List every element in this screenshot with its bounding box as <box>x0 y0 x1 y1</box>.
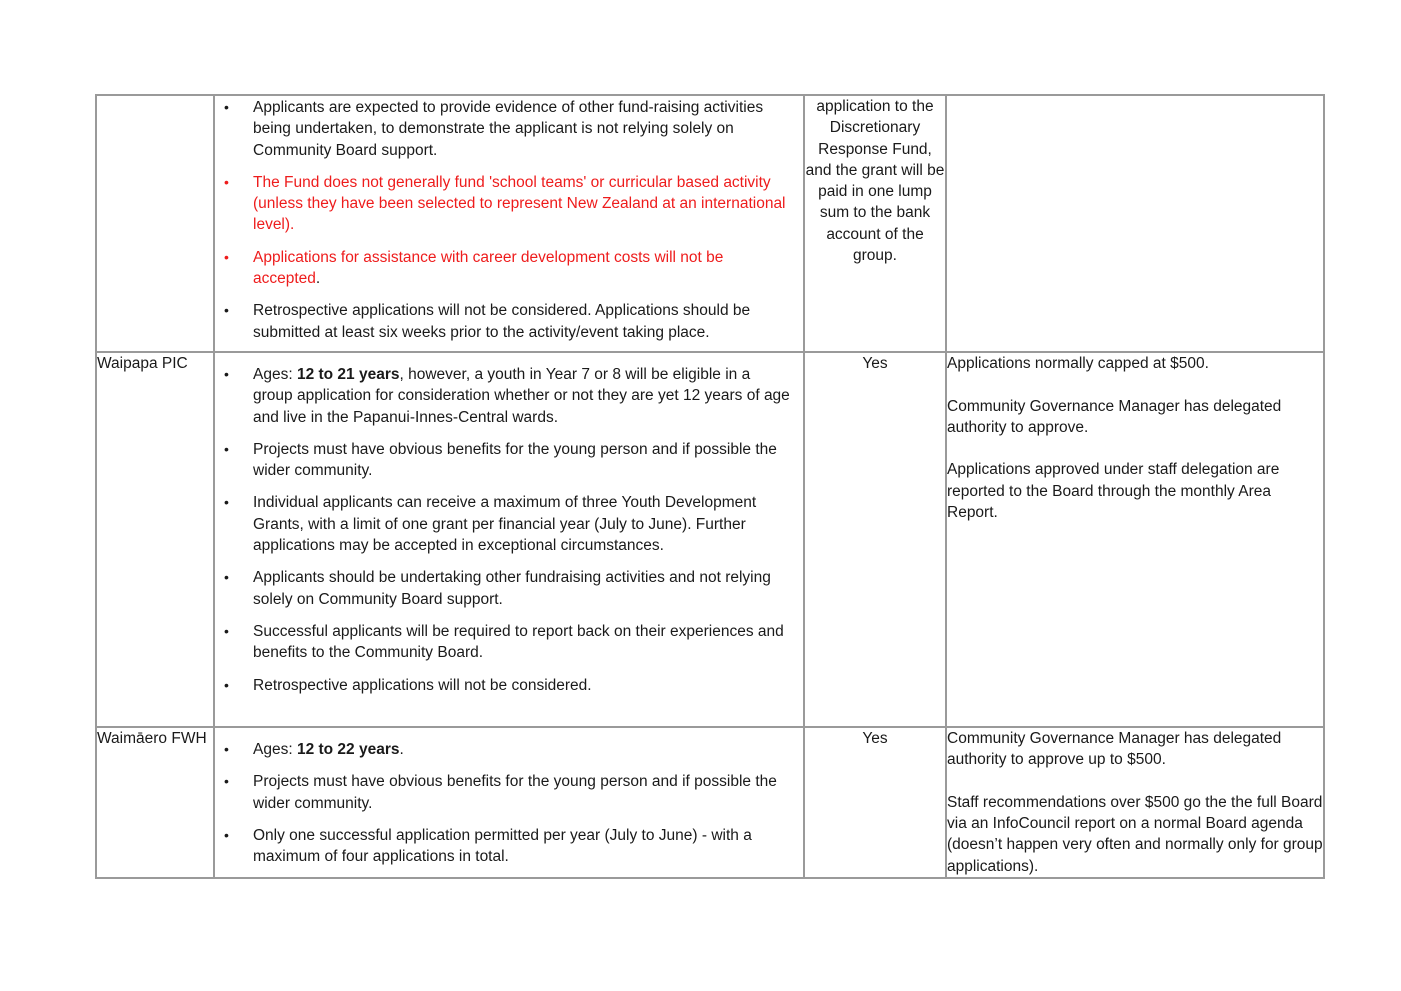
table-row <box>96 95 1324 352</box>
delegation-paragraph: Community Governance Manager has delegated authority to approve up to $500. <box>947 730 1282 769</box>
criteria-item: • Applicants are expected to provide evidence of other fund-raising activities being undertaken, to demonstrate the applicant is not relying solely on Community Board support. <box>224 99 764 159</box>
criteria-list <box>215 353 803 696</box>
group-applications-text: application to the Discretionary Response Fund, and the grant will be paid in one lump sum to the bank account of the group. <box>805 98 945 265</box>
criteria-item: • Only one successful application permitted per year (July to June) - with a maximum of four applications in total. <box>224 826 752 866</box>
delegation-cell <box>946 352 1324 727</box>
criteria-cell <box>214 727 804 878</box>
bullet-icon: • <box>224 622 229 639</box>
table-row <box>96 352 1324 727</box>
delegation-paragraph: Applications normally capped at $500. <box>947 355 1209 372</box>
group-applications-cell <box>804 352 946 727</box>
board-name-cell <box>96 352 214 727</box>
delegation-paragraph: Staff recommendations over $500 go the the full Board via an InfoCouncil report on a normal Board agenda (doesn’t happen very often and normally only for group applications). <box>947 793 1323 875</box>
criteria-list <box>215 728 803 867</box>
age-range: 12 to 22 years <box>296 741 400 758</box>
criteria-cell <box>214 352 804 727</box>
criteria-item: • Applicants should be undertaking other fundraising activities and not relying solely on Community Board support. <box>224 569 771 608</box>
bullet-icon: • <box>224 773 229 790</box>
grant-criteria-table <box>95 94 1325 879</box>
delegation-cell <box>946 727 1324 878</box>
board-name: Waimāero FWH <box>97 730 207 747</box>
bullet-icon: • <box>224 366 229 382</box>
group-applications-text: Yes <box>862 355 888 372</box>
bullet-icon: • <box>224 569 229 586</box>
bullet-icon: • <box>224 173 229 190</box>
delegation-cell <box>946 95 1324 352</box>
bullet-icon: • <box>224 676 229 693</box>
board-name: Waipapa PIC <box>97 355 188 372</box>
bullet-icon: • <box>224 741 229 757</box>
criteria-item: • Successful applicants will be required to report back on their experiences and benefits to the Community Board. <box>224 622 784 662</box>
bullet-icon: • <box>224 494 229 511</box>
table-row <box>96 727 1324 878</box>
criteria-item: • Ages: 12 to 21 years, however, a youth in Year 7 or 8 will be eligible in a group application for consideration whether or not they are yet 12 years of age and live in the Papanui-Innes-Central wards. <box>224 366 790 426</box>
group-applications-cell <box>804 95 946 352</box>
board-name-cell <box>96 95 214 352</box>
criteria-item-highlighted: • The Fund does not generally fund 'school teams' or curricular based activity (unless they have been selected to represent New Zealand at an international level). <box>224 173 786 234</box>
board-name-cell <box>96 727 214 878</box>
age-range: 12 to 21 years <box>296 366 400 383</box>
criteria-item: • Retrospective applications will not be considered. Applications should be submitted at least six weeks prior to the activity/event taking place. <box>224 302 751 341</box>
bullet-icon: • <box>224 248 229 265</box>
criteria-list <box>215 96 803 343</box>
delegation-paragraph: Applications approved under staff delegation are reported to the Board through the monthly Area Report. <box>947 461 1280 522</box>
criteria-cell <box>214 95 804 352</box>
delegation-paragraph: Community Governance Manager has delegated authority to approve. <box>947 397 1282 436</box>
criteria-item: • Projects must have obvious benefits for the young person and if possible the wider community. <box>224 440 777 480</box>
group-applications-text: Yes <box>862 730 888 747</box>
criteria-item: • Projects must have obvious benefits for the young person and if possible the wider community. <box>224 773 777 812</box>
group-applications-cell <box>804 727 946 878</box>
criteria-item: • Retrospective applications will not be considered. <box>253 675 793 696</box>
bullet-icon: • <box>224 440 229 457</box>
bullet-icon: • <box>224 99 229 115</box>
criteria-item: • Individual applicants can receive a maximum of three Youth Development Grants, with a limit of one grant per financial year (July to June). Further applications may be accepted in exceptional circumstances. <box>224 494 757 555</box>
criteria-item-highlighted: • Applications for assistance with career development costs will not be accepted. <box>224 248 724 288</box>
criteria-item: • Ages: 12 to 22 years. <box>253 739 793 760</box>
bullet-icon: • <box>224 302 229 319</box>
bullet-icon: • <box>224 826 229 843</box>
